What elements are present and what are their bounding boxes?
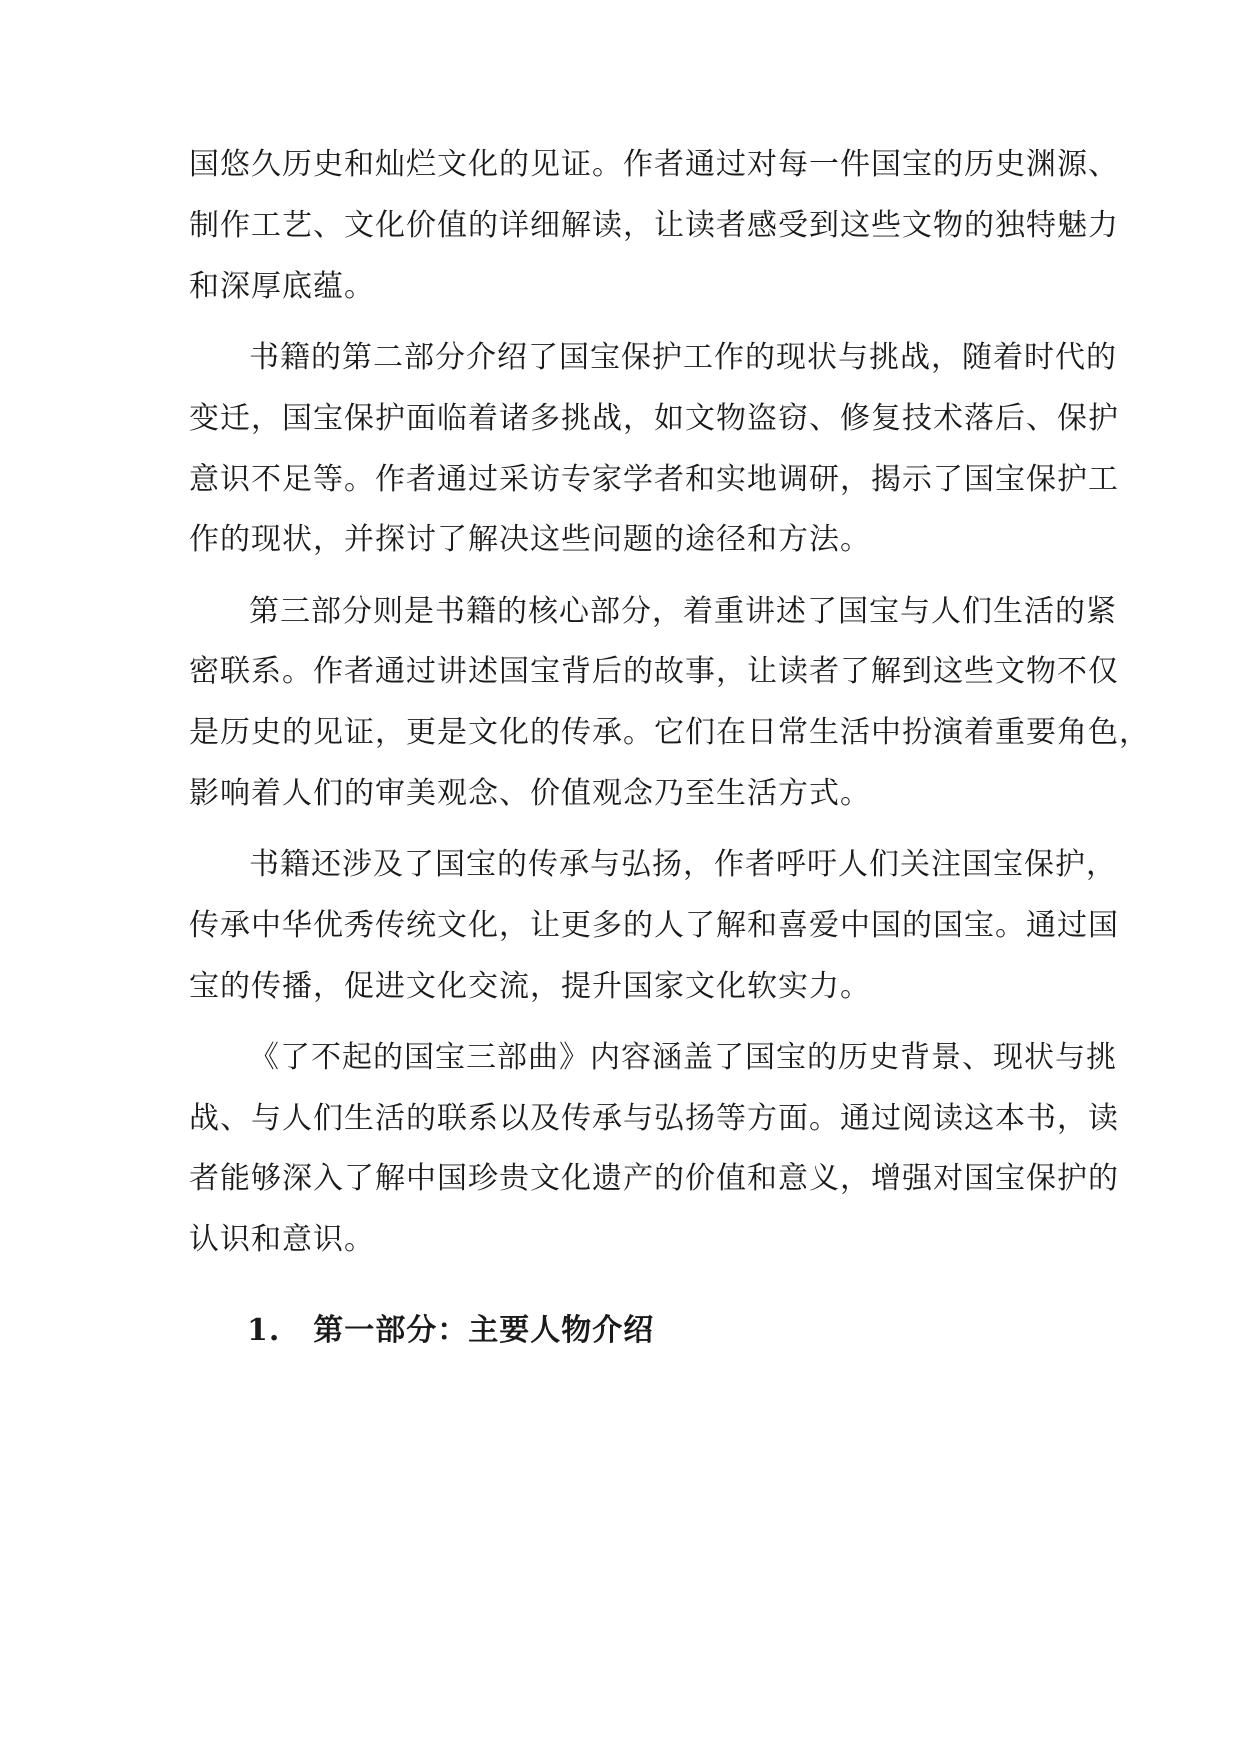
paragraph-3-line-4: 影响着人们的审美观念、价值观念乃至生活方式。 <box>189 776 871 811</box>
paragraph-1-line-3: 和深厚底蕴。 <box>189 269 375 304</box>
paragraph-1-line-1: 国悠久历史和灿烂文化的见证。作者通过对每一件国宝的历史渊源、 <box>189 147 1119 182</box>
paragraph-4-line-2: 传承中华优秀传统文化，让更多的人了解和喜爱中国的国宝。通过国 <box>189 908 1119 943</box>
paragraph-4-line-1: 书籍还涉及了国宝的传承与弘扬，作者呼吁人们关注国宝保护， <box>249 847 1117 882</box>
paragraph-2-line-2: 变迁，国宝保护面临着诸多挑战，如文物盗窃、修复技术落后、保护 <box>189 401 1119 436</box>
paragraph-2-line-4: 作的现状，并探讨了解决这些问题的途径和方法。 <box>189 522 871 557</box>
paragraph-3-line-1: 第三部分则是书籍的核心部分，着重讲述了国宝与人们生活的紧 <box>249 594 1117 629</box>
paragraph-5-line-2: 战、与人们生活的联系以及传承与弘扬等方面。通过阅读这本书，读 <box>189 1101 1119 1136</box>
section-heading-title: 第一部分：主要人物介绍 <box>313 1313 655 1348</box>
paragraph-2-line-3: 意识不足等。作者通过采访专家学者和实地调研，揭示了国宝保护工 <box>189 462 1119 497</box>
paragraph-5-line-4: 认识和意识。 <box>189 1222 375 1257</box>
section-heading <box>247 1311 654 1351</box>
paragraph-1-line-2: 制作工艺、文化价值的详细解读，让读者感受到这些文物的独特魅力 <box>189 208 1119 243</box>
paragraph-3-line-3: 是历史的见证，更是文化的传承。它们在日常生活中扮演着重要角色， <box>189 715 1150 750</box>
paragraph-3-line-2: 密联系。作者通过讲述国宝背后的故事，让读者了解到这些文物不仅 <box>189 654 1119 689</box>
paragraph-4-line-3: 宝的传播，促进文化交流，提升国家文化软实力。 <box>189 969 871 1004</box>
paragraph-2-line-1: 书籍的第二部分介绍了国宝保护工作的现状与挑战，随着时代的 <box>249 340 1117 375</box>
paragraph-5-line-1: 《了不起的国宝三部曲》内容涵盖了国宝的历史背景、现状与挑 <box>249 1040 1117 1075</box>
paragraph-5-line-3: 者能够深入了解中国珍贵文化遗产的价值和意义，增强对国宝保护的 <box>189 1161 1119 1196</box>
section-heading-number: 1. <box>247 1313 281 1348</box>
